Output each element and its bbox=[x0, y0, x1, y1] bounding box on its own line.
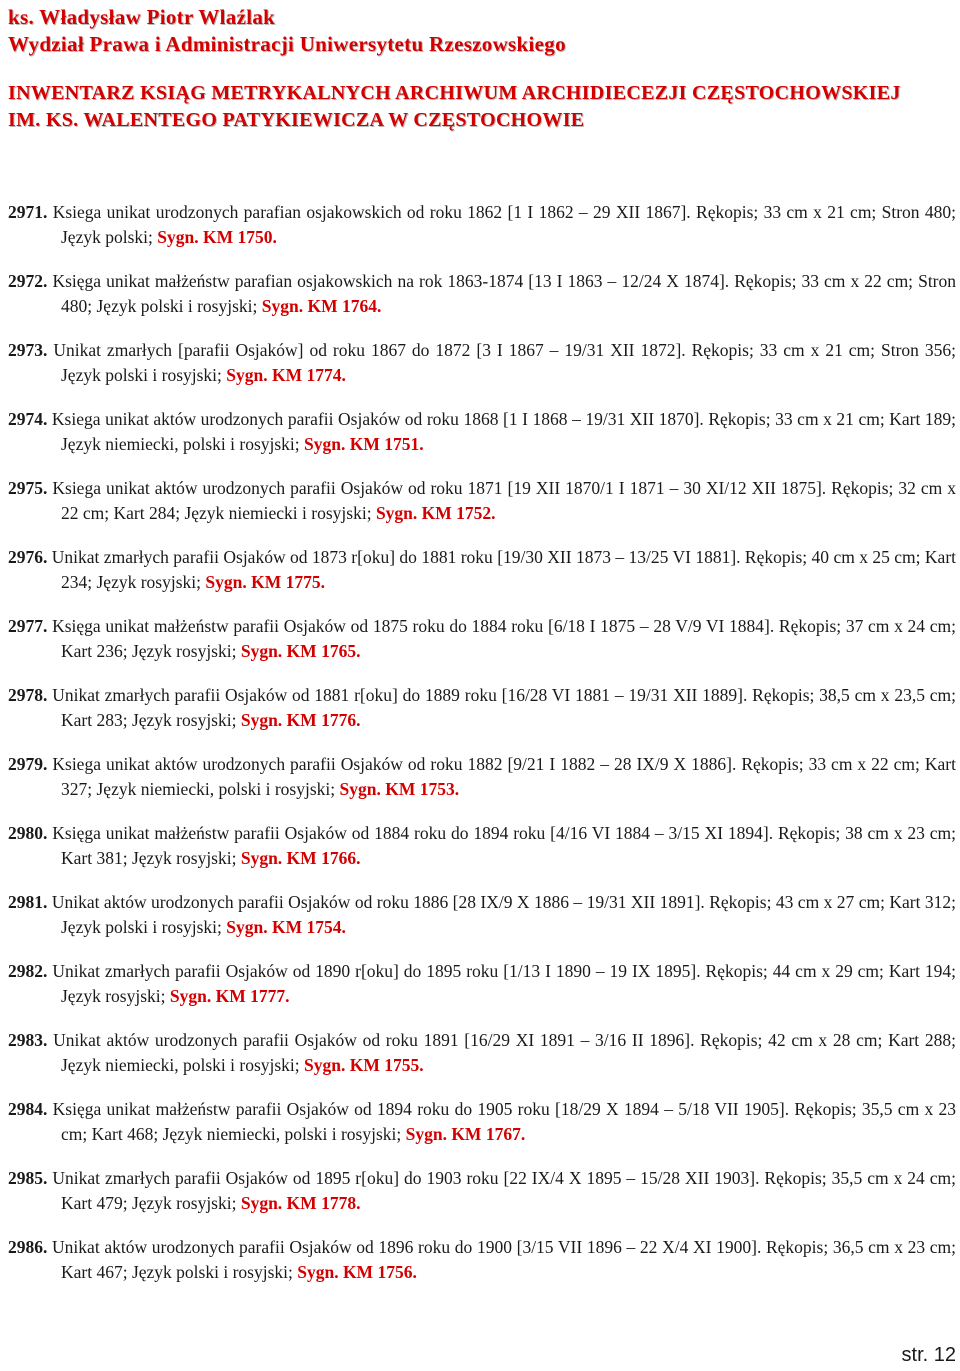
entry-number: 2985. bbox=[8, 1168, 48, 1188]
entry-signature: Sygn. KM 1753. bbox=[339, 778, 460, 799]
entries-list bbox=[8, 200, 956, 1304]
list-item bbox=[8, 545, 956, 594]
entry-number: 2979. bbox=[8, 754, 48, 774]
entry-signature: Sygn. KM 1776. bbox=[240, 709, 361, 730]
entry-signature: Sygn. KM 1775. bbox=[205, 571, 325, 592]
list-item bbox=[8, 1028, 956, 1077]
entry-description: Ksiega unikat aktów urodzonych parafii Osjaków od roku 1882 [9/21 I 1882 – 28 IX/9 X 1886]. Rękopis; 33 cm x 22 cm; Kart 327; Język niemiecki, polski i rosyjski; bbox=[52, 754, 956, 799]
list-item bbox=[8, 821, 956, 870]
entry-number: 2974. bbox=[8, 409, 48, 429]
entry-description: Unikat aktów urodzonych parafii Osjaków od roku 1886 [28 IX/9 X 1886 – 19/31 XII 1891]. Rękopis; 43 cm x 27 cm; Kart 312; Język polski i rosyjski; bbox=[51, 892, 957, 937]
entry-number: 2977. bbox=[8, 616, 48, 636]
entry-description: Unikat zmarłych parafii Osjaków od 1873 r[oku] do 1881 roku [19/30 XII 1873 – 13/25 VI 1881]. Rękopis; 40 cm x 25 cm; Kart 234; Język rosyjski; bbox=[51, 547, 957, 592]
list-item bbox=[8, 407, 956, 456]
list-item bbox=[8, 1097, 956, 1146]
entry-signature: Sygn. KM 1752. bbox=[375, 502, 496, 523]
list-item bbox=[8, 752, 956, 801]
entry-signature: Sygn. KM 1751. bbox=[304, 433, 424, 454]
list-item bbox=[8, 614, 956, 663]
entry-description: Ksiega unikat aktów urodzonych parafii Osjaków od roku 1868 [1 I 1868 – 19/31 XII 1870]. Rękopis; 33 cm x 21 cm; Kart 189; Język niemiecki, polski i rosyjski; bbox=[51, 409, 956, 454]
list-item bbox=[8, 1166, 956, 1215]
entry-signature: Sygn. KM 1765. bbox=[240, 640, 361, 661]
entry-signature: Sygn. KM 1750. bbox=[157, 226, 277, 247]
list-item bbox=[8, 959, 956, 1008]
entry-description: Księga unikat małżeństw parafii Osjaków od 1894 roku do 1905 roku [18/29 X 1894 – 5/18 VII 1905]. Rękopis; 35,5 cm x 23 cm; Kart 468; Język niemiecki, polski i rosyjski; bbox=[52, 1099, 957, 1144]
list-item bbox=[8, 200, 956, 249]
entry-description: Księga unikat małżeństw parafii Osjaków od 1884 roku do 1894 roku [4/16 VI 1884 – 3/15 XI 1894]. Rękopis; 38 cm x 23 cm; Kart 381; Język rosyjski; bbox=[52, 823, 956, 868]
faculty-line: Wydział Prawa i Administracji Uniwersytetu Rzeszowskiego bbox=[8, 32, 566, 56]
entry-number: 2981. bbox=[8, 892, 48, 912]
entry-number: 2983. bbox=[8, 1030, 48, 1050]
entry-signature: Sygn. KM 1778. bbox=[240, 1192, 361, 1213]
entry-signature: Sygn. KM 1756. bbox=[297, 1261, 417, 1282]
entry-signature: Sygn. KM 1767. bbox=[405, 1123, 526, 1144]
entry-signature: Sygn. KM 1766. bbox=[240, 847, 361, 868]
author-line: ks. Władysław Piotr Wlaźlak bbox=[8, 5, 276, 29]
page-number: str. 12 bbox=[901, 1344, 956, 1366]
entry-signature: Sygn. KM 1774. bbox=[226, 364, 346, 385]
entry-description: Unikat zmarłych parafii Osjaków od 1895 r[oku] do 1903 roku [22 IX/4 X 1895 – 15/28 XII 1903]. Rękopis; 35,5 cm x 24 cm; Kart 479; Język rosyjski; bbox=[52, 1168, 957, 1213]
list-item bbox=[8, 476, 956, 525]
entry-number: 2976. bbox=[8, 547, 48, 567]
entry-signature: Sygn. KM 1754. bbox=[226, 916, 346, 937]
entry-number: 2982. bbox=[8, 961, 48, 981]
entry-description: Ksiega unikat aktów urodzonych parafii Osjaków od roku 1871 [19 XII 1870/1 I 1871 – 30 XI/12 XII 1875]. Rękopis; 32 cm x 22 cm; Kart 284; Język niemiecki i rosyjski; bbox=[52, 478, 956, 523]
entry-number: 2978. bbox=[8, 685, 48, 705]
inventory-title-line1: INWENTARZ KSIĄG METRYKALNYCH ARCHIWUM ARCHIDIECEZJI CZĘSTOCHOWSKIEJ bbox=[8, 82, 901, 104]
inventory-title-line2: IM. KS. WALENTEGO PATYKIEWICZA W CZĘSTOCHOWIE bbox=[8, 109, 585, 131]
list-item bbox=[8, 338, 956, 387]
entry-description: Unikat aktów urodzonych parafii Osjaków od 1896 roku do 1900 [3/15 VII 1896 – 22 X/4 XI 1900]. Rękopis; 36,5 cm x 23 cm; Kart 467; Język polski i rosyjski; bbox=[52, 1237, 957, 1282]
list-item bbox=[8, 269, 956, 318]
entry-description: Unikat zmarłych [parafii Osjaków] od roku 1867 do 1872 [3 I 1867 – 19/31 XII 1872]. Rękopis; 33 cm x 21 cm; Stron 356; Język polski i rosyjski; bbox=[53, 340, 956, 385]
entry-description: Unikat aktów urodzonych parafii Osjaków od roku 1891 [16/29 XI 1891 – 3/16 II 1896]. Rękopis; 42 cm x 28 cm; Kart 288; Język niemiecki, polski i rosyjski; bbox=[53, 1030, 956, 1075]
document-header bbox=[8, 4, 952, 134]
list-item bbox=[8, 890, 956, 939]
entry-signature: Sygn. KM 1755. bbox=[304, 1054, 424, 1075]
entry-description: Księga unikat małżeństw parafii Osjaków od 1875 roku do 1884 roku [6/18 I 1875 – 28 V/9 VI 1884]. Rękopis; 37 cm x 24 cm; Kart 236; Język rosyjski; bbox=[52, 616, 956, 661]
entry-number: 2986. bbox=[8, 1237, 48, 1257]
entry-description: Unikat zmarłych parafii Osjaków od 1881 r[oku] do 1889 roku [16/28 VI 1881 – 19/31 XII 1889]. Rękopis; 38,5 cm x 23,5 cm; Kart 283; Język rosyjski; bbox=[52, 685, 957, 730]
entry-description: Księga unikat małżeństw parafian osjakowskich na rok 1863-1874 [13 I 1863 – 12/24 X 1874]. Rękopis; 33 cm x 22 cm; Stron 480; Język polski i rosyjski; bbox=[52, 271, 957, 316]
entry-description: Ksiega unikat urodzonych parafian osjakowskich od roku 1862 [1 I 1862 – 29 XII 1867]. Rękopis; 33 cm x 21 cm; Stron 480; Język polski; bbox=[52, 202, 956, 247]
entry-number: 2971. bbox=[8, 202, 48, 222]
entry-signature: Sygn. KM 1764. bbox=[261, 295, 382, 316]
entry-number: 2984. bbox=[8, 1099, 48, 1119]
entry-number: 2975. bbox=[8, 478, 48, 498]
entry-number: 2972. bbox=[8, 271, 48, 291]
list-item bbox=[8, 1235, 956, 1284]
entry-signature: Sygn. KM 1777. bbox=[169, 985, 290, 1006]
entry-description: Unikat zmarłych parafii Osjaków od 1890 r[oku] do 1895 roku [1/13 I 1890 – 19 IX 1895]. Rękopis; 44 cm x 29 cm; Kart 194; Język rosyjski; bbox=[52, 961, 956, 1006]
list-item bbox=[8, 683, 956, 732]
entry-number: 2980. bbox=[8, 823, 48, 843]
entry-number: 2973. bbox=[8, 340, 48, 360]
